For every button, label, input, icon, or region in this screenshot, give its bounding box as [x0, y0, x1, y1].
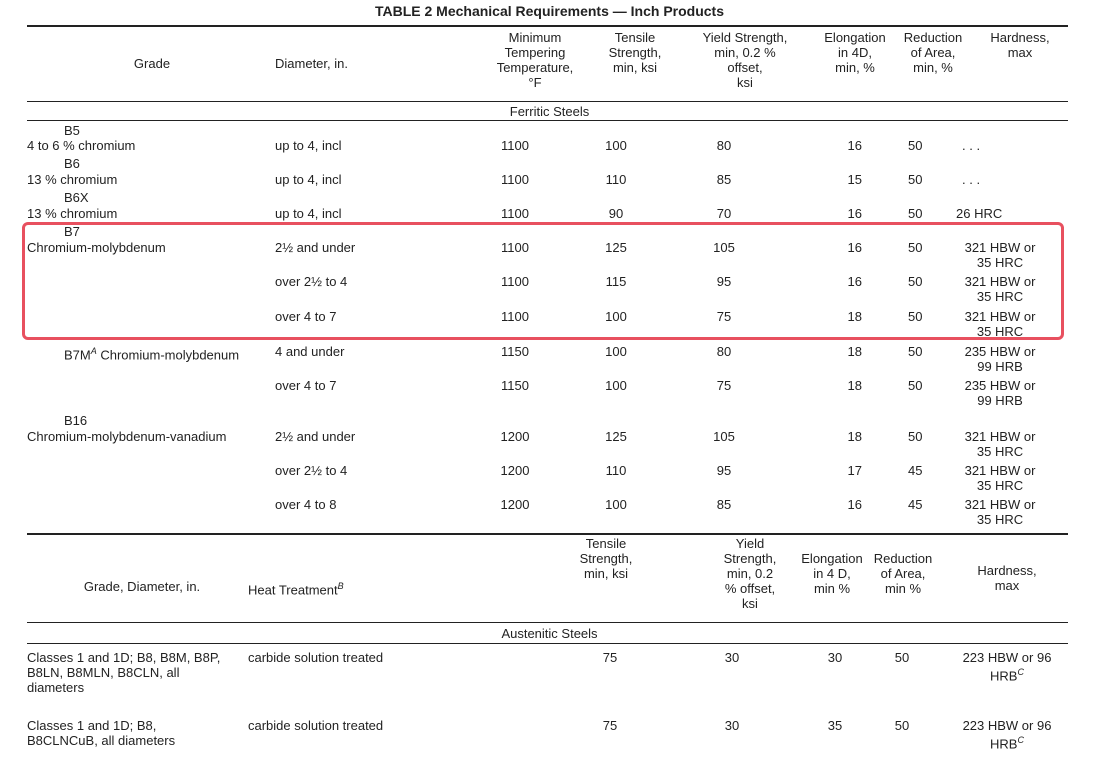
tensile-cell: 125	[605, 429, 627, 444]
grade-label: B6X	[64, 190, 89, 205]
elongation-cell: 30	[827, 650, 843, 665]
col-header-heat-treatment: Heat Treatment$^B$	[248, 581, 344, 598]
elongation-cell: 18	[847, 378, 862, 393]
col-header-tensile: Tensile Strength, min, ksi	[608, 30, 662, 75]
hardness-cell: . . .	[962, 138, 981, 153]
header-rule	[27, 622, 1068, 623]
yield-cell: 85	[716, 172, 732, 187]
reduction-cell: 50	[908, 172, 923, 187]
grade-label: B7	[64, 224, 80, 239]
hardness-cell: . . .	[962, 172, 981, 187]
col-header-reduction: Reduction of Area, min %	[873, 551, 933, 596]
temper-cell: 1200	[500, 497, 530, 512]
hardness-cell: 321 HBW or 35 HRC	[964, 274, 1036, 304]
yield-cell: 70	[716, 206, 732, 221]
yield-cell: 95	[716, 463, 732, 478]
diameter-cell: 4 and under	[275, 344, 345, 359]
yield-cell: 105	[713, 429, 735, 444]
col-header-elongation: Elongation in 4 D, min %	[801, 551, 863, 596]
tensile-cell: 100	[605, 497, 627, 512]
heat-treatment-cell: carbide solution treated	[248, 650, 384, 665]
hardness-cell: 235 HBW or 99 HRB	[964, 378, 1036, 408]
section-title-austenitic: Austenitic Steels	[501, 626, 598, 641]
temper-cell: 1100	[501, 172, 529, 187]
col-header-grade: Grade	[133, 56, 171, 71]
diameter-cell: 2½ and under	[275, 240, 356, 255]
reduction-cell: 50	[908, 206, 923, 221]
reduction-cell: 50	[908, 309, 923, 324]
reduction-cell: 50	[894, 650, 910, 665]
tensile-cell: 75	[602, 718, 618, 733]
table-title: TABLE 2 Mechanical Requirements — Inch Products	[374, 3, 725, 19]
temper-cell: 1150	[501, 344, 529, 359]
yield-cell: 30	[724, 718, 740, 733]
col-header-elongation: Elongation in 4D, min, %	[824, 30, 886, 75]
grade-diameter-cell: Classes 1 and 1D; B8, B8M, B8P, B8LN, B8MLN, B8CLN, all diameters	[27, 650, 221, 695]
col-header-hardness: Hardness, max	[990, 30, 1050, 60]
elongation-cell: 18	[847, 344, 862, 359]
table-top-rule	[27, 25, 1068, 27]
temper-cell: 1100	[501, 309, 529, 324]
tensile-cell: 100	[605, 309, 627, 324]
diameter-cell: up to 4, incl	[275, 172, 342, 187]
diameter-cell: over 2½ to 4	[275, 463, 348, 478]
tensile-cell: 110	[605, 172, 627, 187]
grade-label: B6	[64, 156, 80, 171]
section-divider-rule	[27, 533, 1068, 535]
temper-cell: 1100	[501, 138, 529, 153]
col-header-tensile: Tensile Strength, min, ksi	[579, 536, 633, 581]
hardness-cell: 223 HBW or 96 $HRB^C$	[962, 718, 1052, 752]
temper-cell: 1100	[501, 206, 529, 221]
yield-cell: 80	[716, 138, 732, 153]
grade-description: Chromium-molybdenum-vanadium	[27, 429, 227, 444]
temper-cell: 1100	[501, 240, 529, 255]
temper-cell: 1200	[500, 463, 530, 478]
diameter-cell: over 4 to 7	[275, 378, 337, 393]
col-header-hardness: Hardness, max	[977, 563, 1037, 593]
elongation-cell: 15	[847, 172, 862, 187]
hardness-cell: 223 HBW or 96 $HRB^C$	[962, 650, 1052, 684]
tensile-cell: 110	[605, 463, 627, 478]
grade-label: $B7M^A$ Chromium-molybdenum	[64, 346, 240, 363]
elongation-cell: 16	[847, 240, 862, 255]
diameter-cell: over 2½ to 4	[275, 274, 348, 289]
reduction-cell: 50	[908, 344, 923, 359]
reduction-cell: 50	[908, 274, 923, 289]
reduction-cell: 45	[908, 497, 923, 512]
col-header-temper: Minimum Tempering Temperature, °F	[496, 30, 574, 90]
grade-diameter-cell: Classes 1 and 1D; B8, B8CLNCuB, all diameters	[27, 718, 176, 748]
section-title-ferritic: Ferritic Steels	[509, 104, 590, 119]
hardness-cell: 321 HBW or 35 HRC	[964, 429, 1036, 459]
grade-label: B5	[64, 123, 80, 138]
hardness-cell: 321 HBW or 35 HRC	[964, 240, 1036, 270]
section-rule	[27, 120, 1068, 121]
yield-cell: 85	[716, 497, 732, 512]
hardness-cell: 321 HBW or 35 HRC	[964, 497, 1036, 527]
col-header-grade-diameter: Grade, Diameter, in.	[83, 579, 201, 594]
elongation-cell: 17	[847, 463, 862, 478]
yield-cell: 80	[716, 344, 732, 359]
yield-cell: 105	[713, 240, 735, 255]
heat-treatment-cell: carbide solution treated	[248, 718, 384, 733]
diameter-cell: up to 4, incl	[275, 206, 342, 221]
reduction-cell: 50	[908, 429, 923, 444]
diameter-cell: over 4 to 8	[275, 497, 337, 512]
col-header-diameter: Diameter, in.	[275, 56, 348, 71]
reduction-cell: 50	[908, 378, 923, 393]
col-header-reduction: Reduction of Area, min, %	[903, 30, 963, 75]
reduction-cell: 45	[908, 463, 923, 478]
temper-cell: 1100	[501, 274, 529, 289]
grade-description: Chromium-molybdenum	[27, 240, 166, 255]
col-header-yield: Yield Strength, min, 0.2 % offset, ksi	[723, 536, 777, 611]
header-rule	[27, 101, 1068, 102]
grade-description: 13 % chromium	[27, 206, 118, 221]
grade-description: 13 % chromium	[27, 172, 118, 187]
hardness-cell: 235 HBW or 99 HRB	[964, 344, 1036, 374]
hardness-cell: 321 HBW or 35 HRC	[964, 463, 1036, 493]
diameter-cell: 2½ and under	[275, 429, 356, 444]
diameter-cell: up to 4, incl	[275, 138, 342, 153]
tensile-cell: 125	[605, 240, 627, 255]
tensile-cell: 90	[608, 206, 624, 221]
temper-cell: 1150	[501, 378, 529, 393]
yield-cell: 75	[716, 378, 732, 393]
tensile-cell: 115	[605, 274, 627, 289]
yield-cell: 30	[724, 650, 740, 665]
col-header-yield: Yield Strength, min, 0.2 % offset, ksi	[702, 30, 788, 90]
tensile-cell: 75	[602, 650, 618, 665]
grade-description: 4 to 6 % chromium	[27, 138, 136, 153]
hardness-cell: 26 HRC	[956, 206, 1003, 221]
tensile-cell: 100	[605, 378, 627, 393]
reduction-cell: 50	[894, 718, 910, 733]
elongation-cell: 35	[827, 718, 843, 733]
hardness-cell: 321 HBW or 35 HRC	[964, 309, 1036, 339]
yield-cell: 75	[716, 309, 732, 324]
tensile-cell: 100	[605, 138, 627, 153]
reduction-cell: 50	[908, 240, 923, 255]
elongation-cell: 18	[847, 309, 862, 324]
temper-cell: 1200	[500, 429, 530, 444]
yield-cell: 95	[716, 274, 732, 289]
elongation-cell: 16	[847, 274, 862, 289]
elongation-cell: 18	[847, 429, 862, 444]
elongation-cell: 16	[847, 497, 862, 512]
reduction-cell: 50	[908, 138, 923, 153]
diameter-cell: over 4 to 7	[275, 309, 337, 324]
tensile-cell: 100	[605, 344, 627, 359]
elongation-cell: 16	[847, 206, 862, 221]
section-rule	[27, 643, 1068, 644]
elongation-cell: 16	[847, 138, 862, 153]
grade-label: B16	[64, 413, 88, 428]
